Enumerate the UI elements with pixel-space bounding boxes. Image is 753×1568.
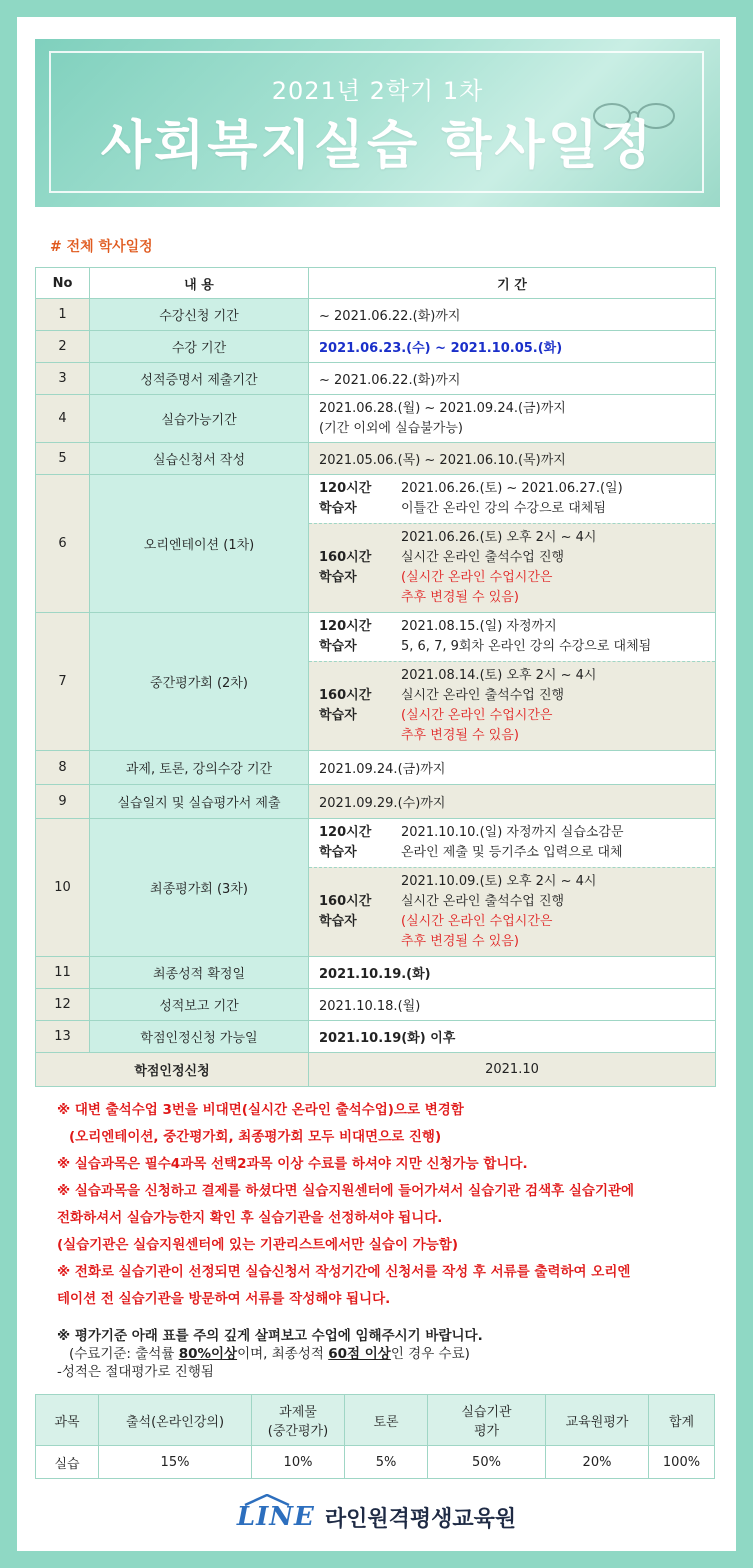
row-item: 수강신청 기간	[90, 299, 309, 331]
period-note: (기간 이외에 실습불가능)	[319, 420, 463, 436]
row-item: 학점인정신청 가능일	[90, 1021, 309, 1053]
row-no: 1	[36, 299, 90, 331]
table-row	[36, 785, 716, 819]
grade-header: 과목	[36, 1395, 99, 1446]
row-no: 5	[36, 443, 90, 475]
grade-row	[36, 1446, 715, 1479]
criteria-text: 이며, 최종성적	[237, 1346, 329, 1362]
logo-name: 라인원격평생교육원	[324, 1506, 517, 1532]
header-item: 내 용	[90, 268, 309, 299]
row-no: 8	[36, 751, 90, 785]
row-period: 2021.05.06.(목) ~ 2021.06.10.(목)까지	[309, 443, 716, 475]
criteria-text: 인 경우 수료)	[390, 1346, 470, 1362]
table-row	[36, 613, 716, 751]
page-card	[17, 17, 736, 1551]
group-120: 120시간 학습자 2021.08.15.(일) 자정까지 5, 6, 7, 9회차 온라인 강의 수강으로 대체됨	[319, 619, 652, 654]
section-title: # 전체 학사일정	[50, 239, 153, 255]
evaluation-head: ※ 평가기준 아래 표를 주의 깊게 살펴보고 수업에 임해주시기 바랍니다.	[57, 1328, 483, 1344]
grade-header: 과제물 (중간평가)	[252, 1395, 345, 1446]
period-line: 2021.06.28.(월) ~ 2021.09.24.(금)까지	[319, 400, 566, 416]
criteria-score: 60점 이상	[328, 1346, 391, 1362]
table-row	[36, 475, 716, 613]
row-period	[309, 613, 716, 751]
grade-table	[35, 1394, 715, 1479]
notice-line: ※ 실습과목을 신청하고 결제를 하셨다면 실습지원센터에 들어가셔서 실습기관 검색후 실습기관에	[57, 1183, 635, 1199]
row-item: 실습신청서 작성	[90, 443, 309, 475]
table-row	[36, 1021, 716, 1053]
row-item: 중간평가회 (2차)	[90, 613, 309, 751]
header-no: No	[36, 268, 90, 299]
footer-period: 2021.10	[309, 1053, 716, 1087]
header-banner	[35, 39, 720, 207]
row-period: 2021.09.24.(금)까지	[309, 751, 716, 785]
footer-item: 학점인정신청	[36, 1053, 309, 1087]
notice-line: ※ 대변 출석수업 3번을 비대면(실시간 온라인 출석수업)으로 변경함	[57, 1102, 464, 1118]
notice-line: ※ 전화로 실습기관이 선정되면 실습신청서 작성기간에 신청서를 작성 후 서류를 출력하여 오리엔	[57, 1264, 631, 1280]
notice-line: ※ 실습과목은 필수4과목 선택2과목 이상 수료를 하셔야 지만 신청가능 합니다.	[57, 1156, 528, 1172]
row-period: 2021.10.18.(월)	[309, 989, 716, 1021]
grade-cell: 100%	[649, 1446, 715, 1479]
row-no: 9	[36, 785, 90, 819]
row-item: 오리엔테이션 (1차)	[90, 475, 309, 613]
table-row	[36, 363, 716, 395]
row-item: 성적보고 기간	[90, 989, 309, 1021]
group-160: 160시간 학습자 2021.10.09.(토) 오후 2시 ~ 4시 실시간 온라인 출석수업 진행 (실시간 온라인 수업시간은 추후 변경될 수 있음)	[309, 867, 715, 956]
row-no: 7	[36, 613, 90, 751]
table-row	[36, 751, 716, 785]
row-no: 10	[36, 819, 90, 957]
table-header-row	[36, 268, 716, 299]
row-no: 13	[36, 1021, 90, 1053]
group-120: 120시간 학습자 2021.06.26.(토) ~ 2021.06.27.(일) 이틀간 온라인 강의 수강으로 대체됨	[319, 481, 623, 516]
row-item: 실습가능기간	[90, 395, 309, 443]
grade-header-row	[36, 1395, 715, 1446]
row-period: 2021.06.23.(수) ~ 2021.10.05.(화)	[309, 331, 716, 363]
row-no: 11	[36, 957, 90, 989]
row-period	[309, 819, 716, 957]
row-no: 3	[36, 363, 90, 395]
group-160: 160시간 학습자 2021.06.26.(토) 오후 2시 ~ 4시 실시간 온라인 출석수업 진행 (실시간 온라인 수업시간은 추후 변경될 수 있음)	[309, 523, 715, 612]
grade-header: 토론	[345, 1395, 428, 1446]
grade-cell: 5%	[345, 1446, 428, 1479]
page-title: 사회복지실습 학사일정	[100, 116, 655, 176]
grade-cell: 20%	[546, 1446, 649, 1479]
row-period: ~ 2021.06.22.(화)까지	[309, 363, 716, 395]
roof-icon	[243, 1494, 291, 1506]
logo-mark: LINE	[237, 1502, 315, 1532]
row-no: 4	[36, 395, 90, 443]
evaluation-notice	[57, 1327, 727, 1381]
banner-subtitle: 2021년 2학기 1차	[271, 77, 484, 105]
row-no: 12	[36, 989, 90, 1021]
row-item: 최종성적 확정일	[90, 957, 309, 989]
notice-line: 전화하셔서 실습가능한지 확인 후 실습기관을 선정하셔야 됩니다.	[57, 1210, 443, 1226]
table-row	[36, 395, 716, 443]
schedule-table	[35, 267, 716, 1087]
row-item: 실습일지 및 실습평가서 제출	[90, 785, 309, 819]
grade-cell: 50%	[428, 1446, 546, 1479]
row-period	[309, 395, 716, 443]
notice-line: (오리엔테이션, 중간평가회, 최종평가회 모두 비대면으로 진행)	[69, 1129, 442, 1145]
criteria-attendance: 80%이상	[178, 1346, 238, 1362]
table-row	[36, 331, 716, 363]
row-no: 2	[36, 331, 90, 363]
row-period	[309, 475, 716, 613]
table-row	[36, 957, 716, 989]
evaluation-absolute: -성적은 절대평가로 진행됨	[57, 1364, 214, 1380]
table-row	[36, 819, 716, 957]
row-period: ~ 2021.06.22.(화)까지	[309, 299, 716, 331]
institution-logo	[17, 1497, 736, 1537]
row-item: 수강 기간	[90, 331, 309, 363]
grade-header: 교육원평가	[546, 1395, 649, 1446]
notice-list	[57, 1097, 727, 1313]
table-footer-row	[36, 1053, 716, 1087]
table-row	[36, 989, 716, 1021]
notice-line: (실습기관은 실습지원센터에 있는 기관리스트에서만 실습이 가능함)	[57, 1237, 458, 1253]
row-no: 6	[36, 475, 90, 613]
grade-header: 출석(온라인강의)	[99, 1395, 252, 1446]
row-item: 성적증명서 제출기간	[90, 363, 309, 395]
grade-cell: 실습	[36, 1446, 99, 1479]
row-period: 2021.09.29.(수)까지	[309, 785, 716, 819]
grade-header: 실습기관 평가	[428, 1395, 546, 1446]
evaluation-criteria	[57, 1345, 727, 1363]
notice-line: 테이션 전 실습기관을 방문하여 서류를 작성해야 됩니다.	[57, 1291, 391, 1307]
grade-cell: 15%	[99, 1446, 252, 1479]
row-item: 과제, 토론, 강의수강 기간	[90, 751, 309, 785]
header-period: 기 간	[309, 268, 716, 299]
table-row	[36, 299, 716, 331]
group-120: 120시간 학습자 2021.10.10.(일) 자정까지 실습소감문 온라인 제출 및 등기주소 입력으로 대체	[319, 825, 624, 860]
criteria-text: (수료기준: 출석률	[69, 1346, 179, 1362]
row-period: 2021.10.19.(화)	[309, 957, 716, 989]
row-item: 최종평가회 (3차)	[90, 819, 309, 957]
row-period: 2021.10.19(화) 이후	[309, 1021, 716, 1053]
grade-cell: 10%	[252, 1446, 345, 1479]
table-row	[36, 443, 716, 475]
grade-header: 합계	[649, 1395, 715, 1446]
group-160: 160시간 학습자 2021.08.14.(토) 오후 2시 ~ 4시 실시간 온라인 출석수업 진행 (실시간 온라인 수업시간은 추후 변경될 수 있음)	[309, 661, 715, 750]
